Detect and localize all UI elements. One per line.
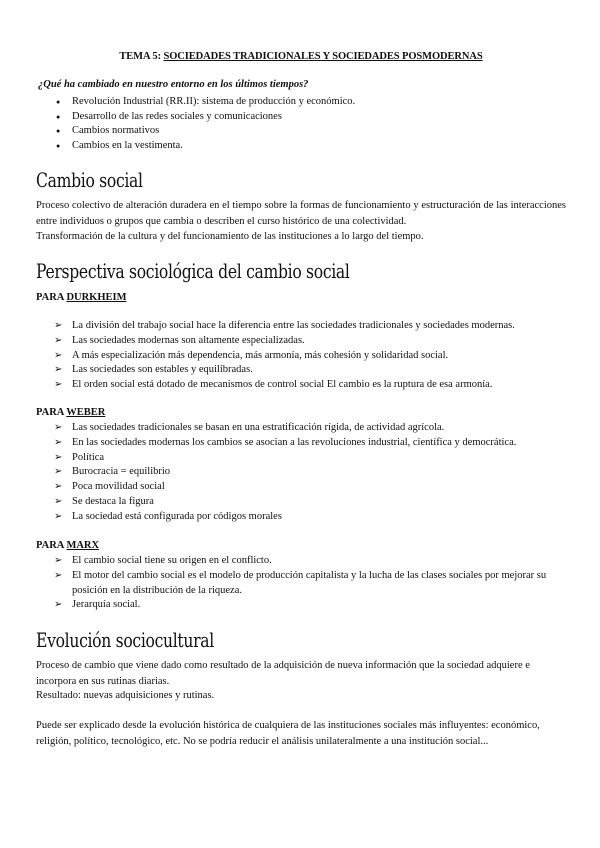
list-item: ➢ Jerarquía social. (36, 598, 566, 613)
durkheim-list (36, 319, 566, 393)
author-name: DURKHEIM (66, 292, 127, 303)
subheading-durkheim (36, 292, 127, 303)
intro-question: ¿Qué ha cambiado en nuestro entorno en los últimos tiempos? (38, 79, 309, 90)
page-title (36, 51, 566, 62)
list-item: ● Cambios en la vestimenta. (36, 139, 355, 154)
weber-list (36, 421, 566, 525)
list-item: ➢ Se destaca la figura (36, 495, 566, 510)
list-item: ➢ Las sociedades tradicionales se basan en una estratificación rígida, de actividad agrícola. (36, 421, 566, 436)
evolucion-definition: Proceso de cambio que viene dado como resultado de la adquisición de nueva información que la sociedad adquiere e incorpora en sus rutinas diarias. (36, 660, 530, 687)
evolucion-result: Resultado: nuevas adquisiciones y rutinas. (36, 690, 215, 701)
list-item: ➢ El cambio social tiene su origen en el conflicto. (36, 554, 566, 569)
heading-evolucion: Evolución sociocultural (36, 628, 214, 652)
evolucion-explanation: Puede ser explicado desde la evolución histórica de cualquiera de las instituciones sociales más influyentes: económico, religión, político, tecnológico, etc. No se podría reducir el análisis unilateralmente a una institución social... (36, 720, 540, 747)
list-item: ● Desarrollo de las redes sociales y comunicaciones (36, 110, 355, 125)
para-label: PARA (36, 407, 67, 418)
list-item: ➢ La sociedad está configurada por códigos morales (36, 510, 566, 525)
list-item: ➢ Burocracia = equilibrio (36, 465, 566, 480)
cambio-social-definition: Proceso colectivo de alteración duradera en el tiempo sobre la formas de funcionamiento y estructuración de las interacciones entre individuos o grupos que cambia o describen el curso histórico de una colectividad. (36, 200, 566, 227)
list-item: ➢ Las sociedades son estables y equilibradas. (36, 363, 566, 378)
list-item: ➢ Política (36, 451, 566, 466)
subheading-marx (36, 540, 99, 551)
para-label: PARA (36, 292, 67, 303)
heading-perspectiva: Perspectiva sociológica del cambio social (36, 259, 350, 283)
title-prefix: TEMA 5: (119, 51, 164, 62)
list-item: ● Revolución Industrial (RR.II): sistema de producción y económico. (36, 95, 355, 110)
heading-cambio-social: Cambio social (36, 168, 143, 192)
title-text: SOCIEDADES TRADICIONALES Y SOCIEDADES POSMODERNAS (163, 51, 483, 62)
list-item: ➢ A más especialización más dependencia, más armonía, más cohesión y solidaridad social. (36, 349, 566, 364)
author-name: WEBER (66, 407, 106, 418)
list-item: ➢ En las sociedades modernas los cambios se asocian a las revoluciones industrial, científica y democrática. (36, 436, 566, 451)
list-item: ➢ Las sociedades modernas son altamente especializadas. (36, 334, 566, 349)
list-item: ➢ Poca movilidad social (36, 480, 566, 495)
list-item: ➢ La división del trabajo social hace la diferencia entre las sociedades tradicionales y sociedades modernas. (36, 319, 566, 334)
list-item: ➢ El orden social está dotado de mecanismos de control social El cambio es la ruptura de esa armonía. (36, 378, 566, 393)
subheading-weber (36, 407, 105, 418)
para-label: PARA (36, 540, 67, 551)
list-item: ➢ El motor del cambio social es el modelo de producción capitalista y la lucha de las clases sociales por mejorar su posición en la distribución de la riqueza. (36, 569, 566, 599)
list-item: ● Cambios normativos (36, 124, 355, 139)
author-name: MARX (66, 540, 100, 551)
intro-bullet-list (36, 95, 355, 153)
marx-list (36, 554, 566, 613)
cambio-social-transformation: Transformación de la cultura y del funcionamiento de las instituciones a lo largo del tiempo. (36, 231, 424, 242)
